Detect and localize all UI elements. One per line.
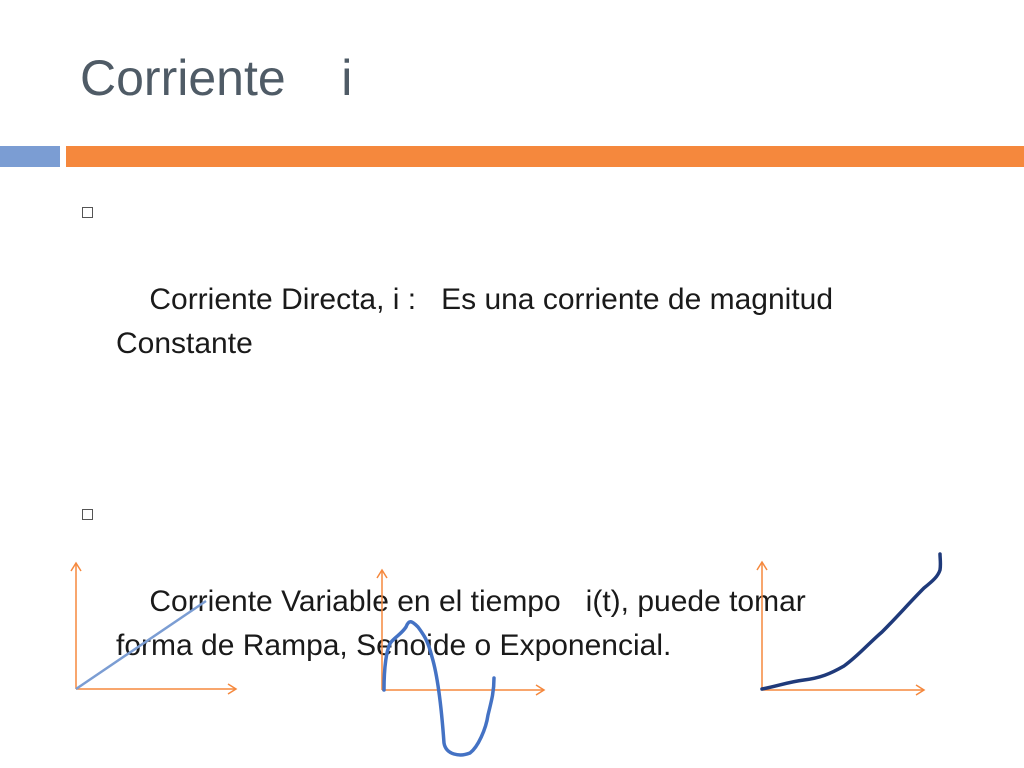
square-bullet-icon [82,207,93,218]
exponential-graph [748,550,938,705]
accent-bar-orange [66,146,1024,167]
accent-bar-blue [0,146,60,167]
bullet-text: Corriente Variable en el tiempo i(t), puede tomar forma de Rampa, Senoide o Exponencial. [116,585,806,662]
bullet-item [80,190,980,410]
square-bullet-icon [82,509,93,520]
ramp-graph [60,555,250,705]
exponential-line [762,554,940,689]
sine-line [384,622,494,755]
ramp-line [76,601,206,689]
sine-graph [368,565,553,765]
exponential-axes [757,562,924,695]
bullet-text: Corriente Directa, i : Es una corriente de magnitud Constante [116,283,834,360]
slide-title: Corriente i [80,50,353,106]
